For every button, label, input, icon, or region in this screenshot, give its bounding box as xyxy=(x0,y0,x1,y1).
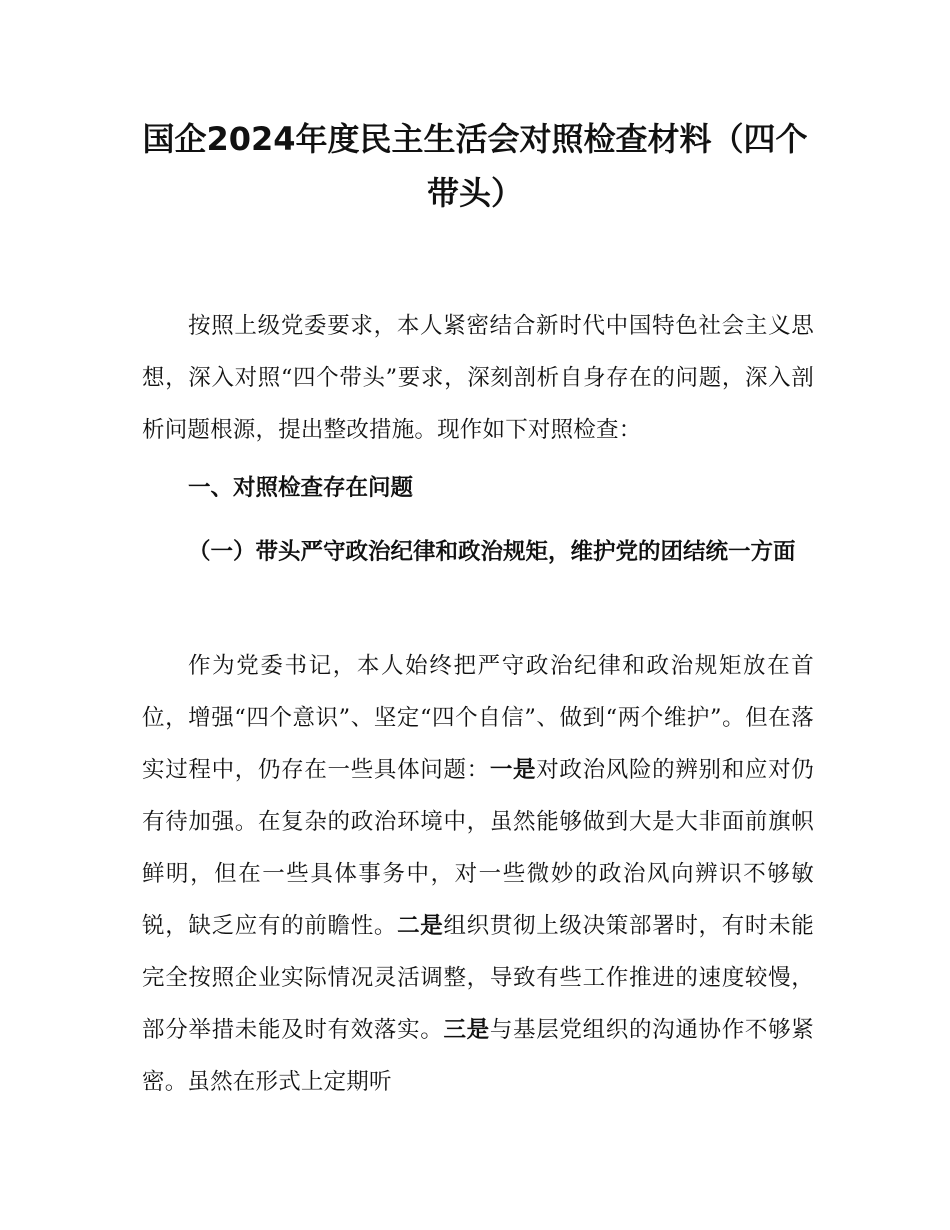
point-marker-1: 一是 xyxy=(489,757,537,783)
point-marker-3: 三是 xyxy=(443,1017,490,1043)
paragraph-text: 组织贯彻上级决策部署时，有时未能完全按照企业实际情况灵活调整，导致有些工作推进的速度较慢，部分举措未能及时有效落实。 xyxy=(142,913,815,1043)
document-title: 国企2024年度民主生活会对照检查材料（四个带头） xyxy=(142,120,808,212)
section-heading: 一、对照检查存在问题 xyxy=(188,475,414,501)
paragraph-text: 与基层党组织的沟通协作不够紧密。虽然在形式上定期听 xyxy=(142,1017,814,1095)
subsection-heading: （一）带头严守政治纪律和政治规矩，维护党的团结统一方面 xyxy=(188,539,796,565)
subsection-paragraph xyxy=(142,640,814,1108)
paragraph-text: 作为党委书记，本人始终把严守政治纪律和政治规矩放在首位，增强“四个意识”、坚定“四个自信”、做到“两个维护”。但在落实过程中，仍存在一些具体问题： xyxy=(142,653,814,783)
intro-paragraph: 按照上级党委要求，本人紧密结合新时代中国特色社会主义思想，深入对照“四个带头”要求，深刻剖析自身存在的问题，深入剖析问题根源，提出整改措施。现作如下对照检查： xyxy=(142,313,814,443)
point-marker-2: 二是 xyxy=(397,913,444,939)
paragraph-text: 对政治风险的辨别和应对仍有待加强。在复杂的政治环境中，虽然能够做到大是大非面前旗帜鲜明，但在一些具体事务中，对一些微妙的政治风向辨识不够敏锐，缺乏应有的前瞻性。 xyxy=(142,757,814,939)
